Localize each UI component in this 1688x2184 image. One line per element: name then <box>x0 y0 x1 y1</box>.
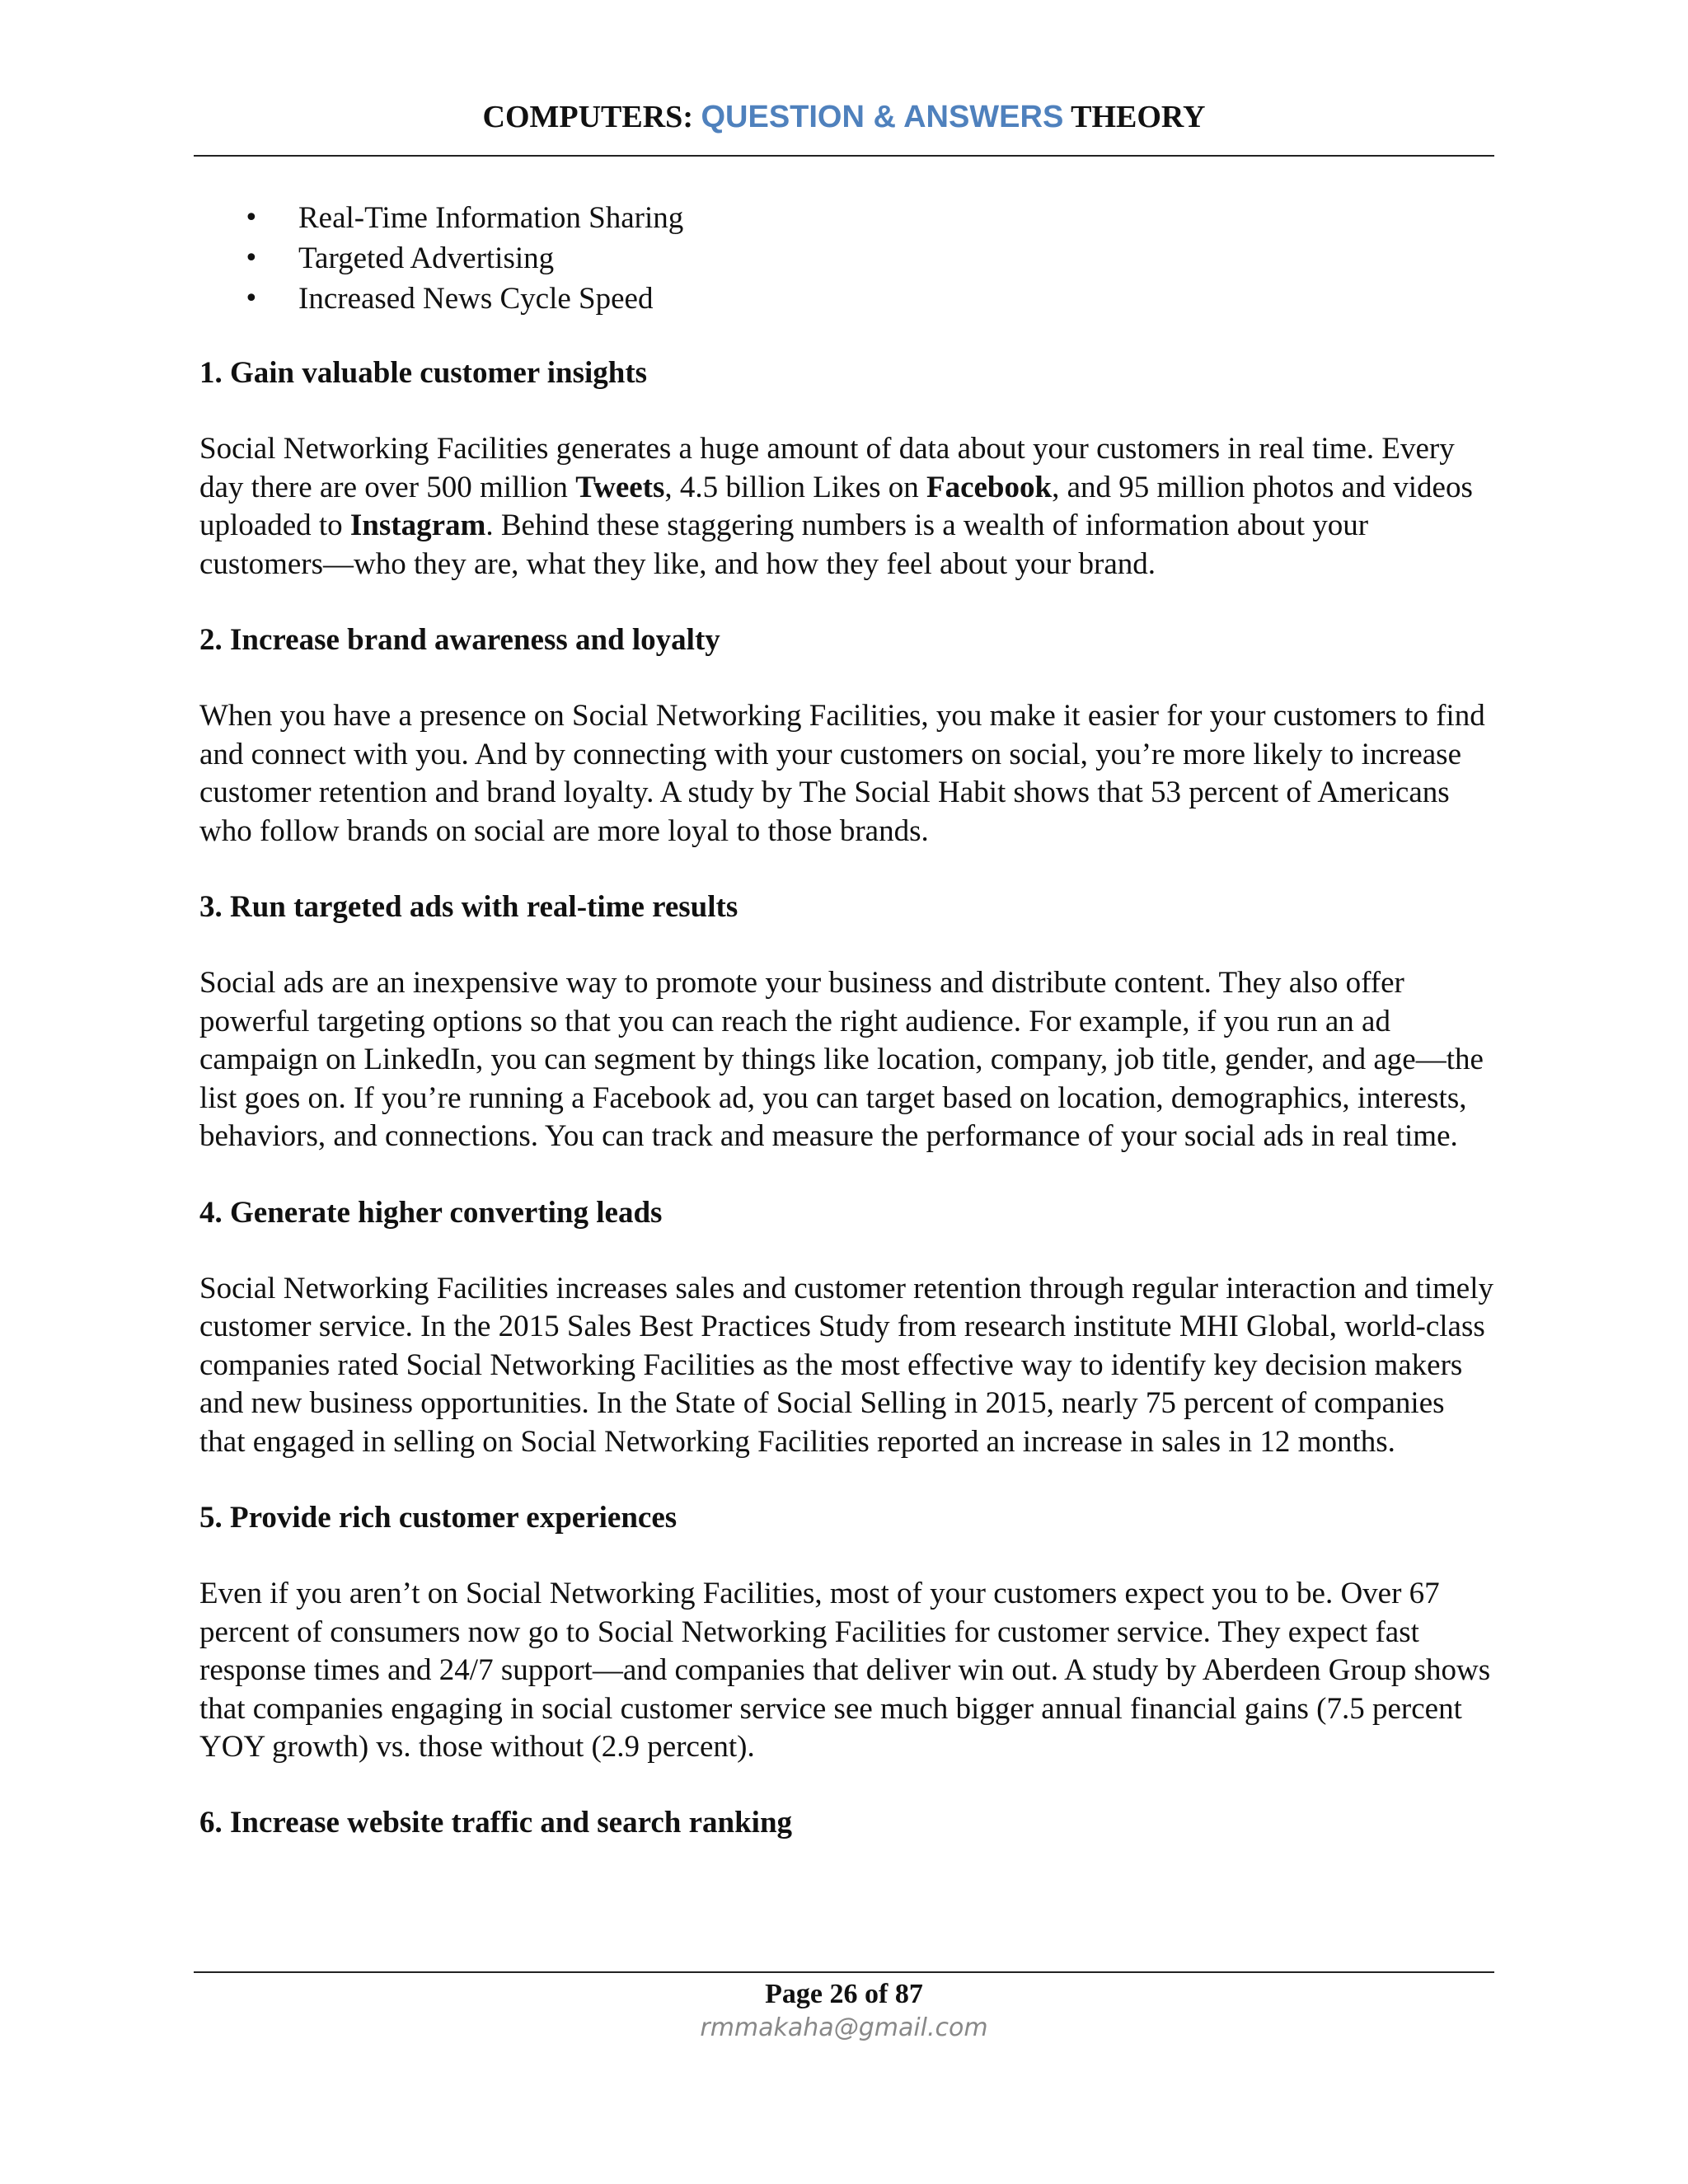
header-title-computers: COMPUTERS <box>482 100 683 134</box>
header-title-accent: QUESTION & ANSWERS <box>701 100 1064 134</box>
footer-divider <box>194 1971 1494 1973</box>
bullet-icon: • <box>244 204 259 232</box>
section-paragraph: Social ads are an inexpensive way to promote your business and distribute content. They also offer powerful targeting options so that you can reach the right audience. For example, if you run an ad campaign on LinkedIn, you can segment by things like location, company, job title, gender, and age—the list goes on. If you’re running a Facebook ad, you can target based on location, demographics, interests, behaviors, and connections. You can track and measure the performance of your social ads in real time. <box>199 966 1484 1154</box>
page-header <box>194 97 1494 137</box>
document-body <box>199 198 1493 1843</box>
bold-instagram: Instagram <box>349 509 486 543</box>
section-heading: 3. Run targeted ads with real-time results <box>199 890 738 925</box>
header-title-theory: THEORY <box>1063 100 1206 134</box>
section-paragraph: Even if you aren’t on Social Networking Facilities, most of your customers expect you to be. Over 67 percent of consumers now go to Social Networking Facilities for customer service. They expect fast response times and 24/7 support—and companies that deliver win out. A study by Aberdeen Group shows that companies engaging in social customer service see much bigger annual financial gains (7.5 percent YOY growth) vs. those without (2.9 percent). <box>199 1577 1491 1764</box>
section-heading: 2. Increase brand awareness and loyalty <box>199 623 720 658</box>
section-paragraph: Social Networking Facilities increases sales and customer retention through regular interaction and timely customer service. In the 2015 Sales Best Practices Study from research institute MHI Global, world-class companies rated Social Networking Facilities as the most effective way to identify key decision makers and new business opportunities. In the State of Social Selling in 2015, nearly 75 percent of companies that engaged in selling on Social Networking Facilities reported an increase in sales in 12 months. <box>199 1271 1493 1459</box>
bullet-list <box>199 198 1493 319</box>
section-paragraph: Social Networking Facilities generates a huge amount of data about your customers in real time. Every day there are over 500 million Tweets, 4.5 billion Likes on Facebook, and 95 million photos and videos uploaded to Instagram. Behind these staggering numbers is a wealth of information about your customers—who they are, what they like, and how they feel about your brand. <box>199 432 1473 581</box>
section-heading: 6. Increase website traffic and search ranking <box>199 1806 793 1840</box>
page-number: Page 26 of 87 <box>765 1979 923 2009</box>
section-heading: 1. Gain valuable customer insights <box>199 356 648 390</box>
list-item: • Increased News Cycle Speed <box>199 279 1493 319</box>
bold-facebook: Facebook <box>926 470 1053 504</box>
list-item: • Targeted Advertising <box>199 238 1493 279</box>
bullet-icon: • <box>244 284 259 313</box>
bold-tweets: Tweets <box>575 470 665 504</box>
list-item: • Real-Time Information Sharing <box>199 198 1493 238</box>
section-heading: 5. Provide rich customer experiences <box>199 1500 678 1535</box>
header-colon: : <box>682 100 701 134</box>
section-heading: 4. Generate higher converting leads <box>199 1195 663 1230</box>
footer-email: rmmakaha@gmail.com <box>700 2013 988 2042</box>
bullet-icon: • <box>244 244 259 273</box>
section-paragraph: When you have a presence on Social Networking Facilities, you make it easier for your customers to find and connect with you. And by connecting with your customers on social, you’re more likely to increase customer retention and brand loyalty. A study by The Social Habit shows that 53 percent of Americans who follow brands on social are more loyal to those brands. <box>199 699 1485 848</box>
header-divider <box>194 155 1494 157</box>
